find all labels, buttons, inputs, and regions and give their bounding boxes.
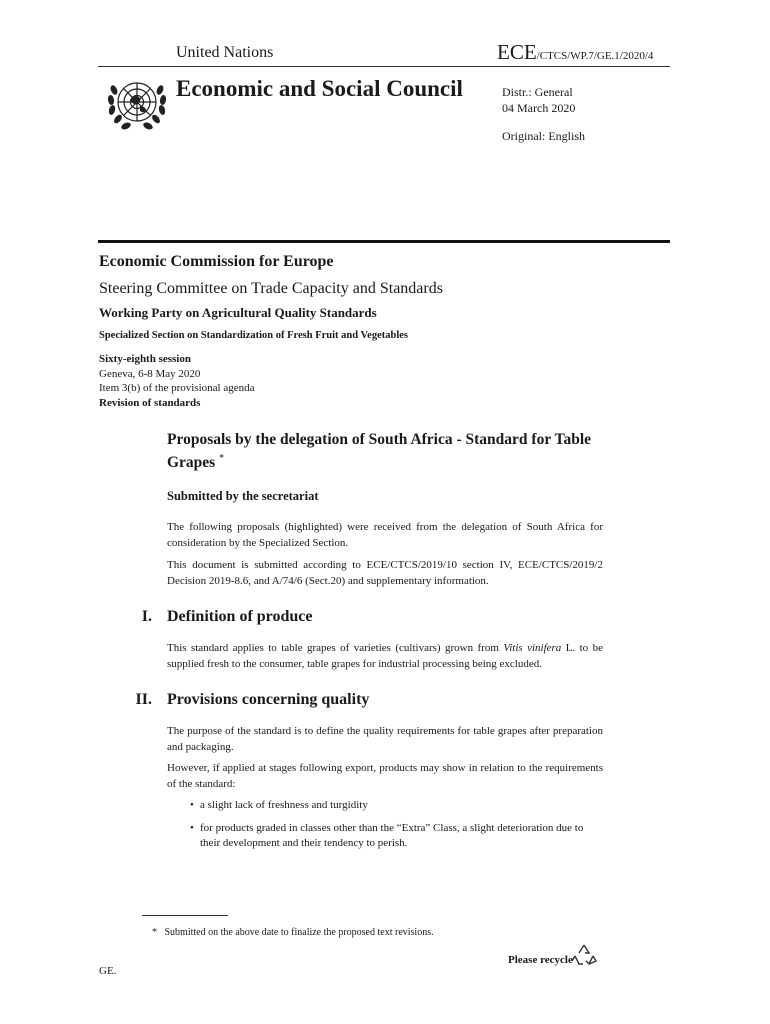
original-language: Original: English [502, 129, 585, 143]
council-title: Economic and Social Council [176, 76, 463, 101]
footnote-marker: * [152, 927, 157, 938]
intro-paragraph-1: The following proposals (highlighted) were received from the delegation of South Africa for consideration by the Specialized Section. [167, 521, 603, 549]
issue-date: 04 March 2020 [502, 101, 576, 115]
section-1-paragraph [167, 641, 603, 672]
title-rule [98, 240, 670, 243]
document-symbol [497, 40, 653, 65]
list-item: • for products graded in classes other than the “Extra” Class, a slight deterioration due to their development and their tendency to perish. [190, 821, 603, 852]
footnote-text: Submitted on the above date to finalize the proposed text revisions. [164, 927, 434, 938]
working-party-heading: Working Party on Agricultural Quality Standards [99, 305, 377, 320]
list-item: • a slight lack of freshness and turgidity [190, 798, 603, 814]
un-emblem-icon [104, 70, 170, 136]
commission-heading: Economic Commission for Europe [99, 253, 334, 270]
recycle-icon [570, 942, 598, 968]
section-2-title: Provisions concerning quality [167, 691, 370, 708]
intro-paragraph-2: This document is submitted according to ECE/CTCS/2019/10 section IV, ECE/CTCS/2019/2 Decision 2019-8.6, and A/74/6 (Sect.20) and supplementary information. [167, 559, 603, 587]
header-rule [98, 66, 670, 67]
distribution-status: Distr.: General [502, 85, 573, 99]
title-footnote-marker[interactable]: * [219, 453, 225, 464]
submitted-by: Submitted by the secretariat [167, 489, 319, 503]
footnote-rule [142, 915, 228, 916]
specialized-section-heading: Specialized Section on Standardization of Fresh Fruit and Vegetables [99, 330, 408, 341]
symbol-rest: /CTCS/WP.7/GE.1/2020/4 [536, 50, 654, 62]
organization-name: United Nations [176, 44, 274, 61]
steering-committee-heading: Steering Committee on Trade Capacity and Standards [99, 280, 443, 297]
session-block [99, 352, 254, 410]
job-number: GE. [99, 965, 117, 977]
section-2-paragraph-2: However, if applied at stages following export, products may show in relation to the requirements of the standard: [167, 762, 603, 790]
section-1-number: I. [141, 608, 152, 625]
section-1-title: Definition of produce [167, 608, 313, 625]
session-name: Sixty-eighth session [99, 353, 191, 365]
footnote [152, 927, 434, 938]
document-title [167, 430, 607, 472]
session-place-date: Geneva, 6-8 May 2020 [99, 367, 201, 380]
quality-bullet-list [190, 798, 603, 859]
agenda-item-title: Revision of standards [99, 396, 201, 409]
agenda-item: Item 3(b) of the provisional agenda [99, 382, 255, 394]
symbol-prefix: ECE [497, 40, 537, 64]
section-2-paragraph-1: The purpose of the standard is to define the quality requirements for table grapes after preparation and packaging. [167, 725, 603, 753]
section-1-text-a: This standard applies to table grapes of varieties (cultivars) grown from [167, 642, 504, 654]
recycle-label: Please recycle [508, 954, 573, 966]
section-1-text-b: L. to be supplied fresh to the consumer, table grapes for industrial processing being excluded. [167, 642, 603, 670]
document-title-text: Proposals by the delegation of South Africa - Standard for Table Grapes [167, 431, 592, 472]
section-2-number: II. [135, 691, 152, 708]
distribution-block [502, 84, 585, 144]
species-name: Vitis vinifera [503, 642, 562, 654]
